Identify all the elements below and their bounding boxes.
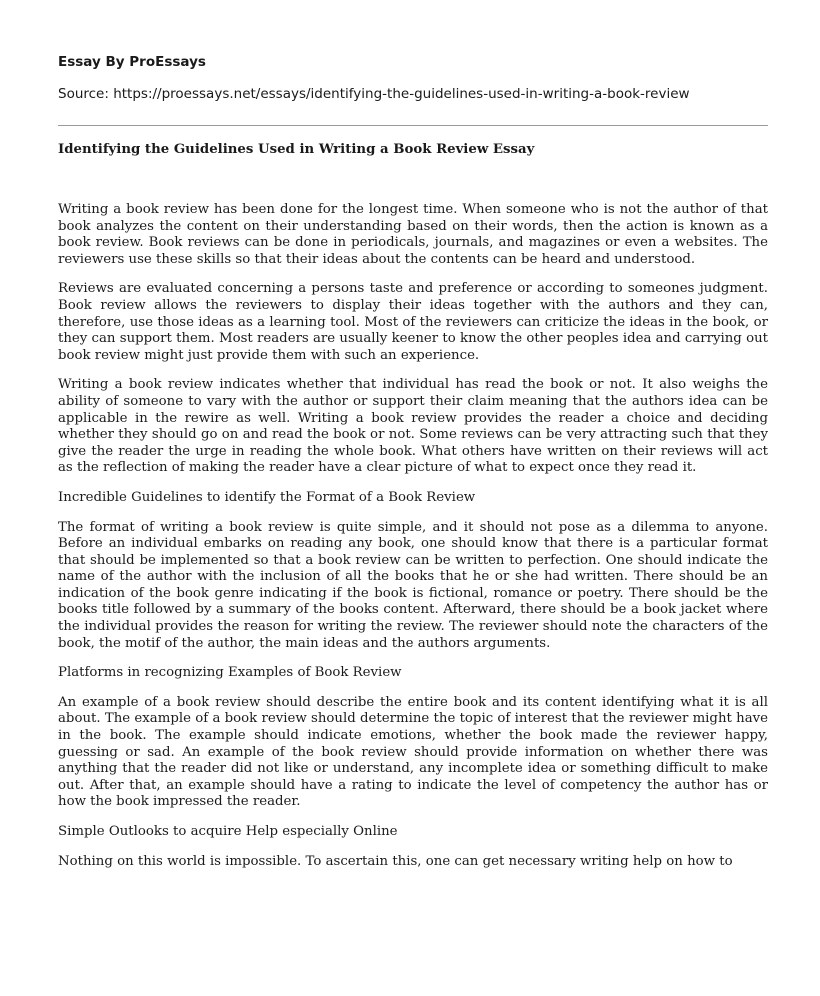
- essay-byline: Essay By ProEssays: [58, 54, 206, 70]
- section-heading-examples: Platforms in recognizing Examples of Book Review: [58, 665, 402, 681]
- essay-body: [58, 202, 768, 870]
- section-heading-help: Simple Outlooks to acquire Help especially Online: [58, 824, 398, 839]
- essay-paragraph: Nothing on this world is impossible. To ascertain this, one can get necessary writing help on how to: [58, 853, 733, 869]
- essay-paragraph: Reviews are evaluated concerning a persons taste and preference or according to someones judgment. Book review allows the reviewers to display their ideas together with the authors and they can, therefore, use those ideas as a learning tool. Most of the reviewers can criticize the ideas in the book, or they can support them. Most readers are usually keener to know the other peoples idea and carrying out book review might just provide them with such an experience.: [58, 281, 768, 363]
- header-divider: [58, 125, 768, 126]
- essay-title: Identifying the Guidelines Used in Writing a Book Review Essay: [58, 142, 535, 157]
- document-page: [58, 52, 768, 883]
- essay-paragraph: An example of a book review should describe the entire book and its content identifying what it is all about. The example of a book review should determine the topic of interest that the reviewer might have in the book. The example should indicate emotions, whether the book made the reviewer happy, guessing or sad. An example of the book review should provide information on whether there was anything that the reader did not like or understand, any incomplete idea or something difficult to make out. After that, an example should have a rating to indicate the level of competency the author has or how the book impressed the reader.: [58, 694, 768, 810]
- essay-paragraph: Writing a book review indicates whether that individual has read the book or not. It also weighs the ability of someone to vary with the author or support their claim meaning that the authors idea can be applicable in the rewire as well. Writing a book review provides the reader a choice and deciding whether they should go on and read the book or not. Some reviews can be very attracting such that they give the reader the urge in reading the whole book. What others have written on their reviews will act as the reflection of making the reader have a clear picture of what to expect once they read it.: [58, 377, 768, 476]
- essay-paragraph: The format of writing a book review is quite simple, and it should not pose as a dilemma to anyone. Before an individual embarks on reading any book, one should know that there is a particular format that should be implemented so that a book review can be written to perfection. One should indicate the name of the author with the inclusion of all the books that he or she had written. There should be an indication of the book genre indicating if the book is fictional, romance or poetry. There should be the books title followed by a summary of the books content. Afterward, there should be a book jacket where the individual provides the reason for writing the review. The reviewer should note the characters of the book, the motif of the author, the main ideas and the authors arguments.: [58, 519, 768, 651]
- essay-paragraph: Writing a book review has been done for the longest time. When someone who is not the author of that book analyzes the content on their understanding based on their words, then the action is known as a book review. Book reviews can be done in periodicals, journals, and magazines or even a websites. The reviewers use these skills so that their ideas about the contents can be heard and understood.: [58, 202, 768, 267]
- source-line: Source: https://proessays.net/essays/identifying-the-guidelines-used-in-writing-a-book-review: [58, 86, 690, 102]
- section-heading-format: Incredible Guidelines to identify the Format of a Book Review: [58, 489, 476, 505]
